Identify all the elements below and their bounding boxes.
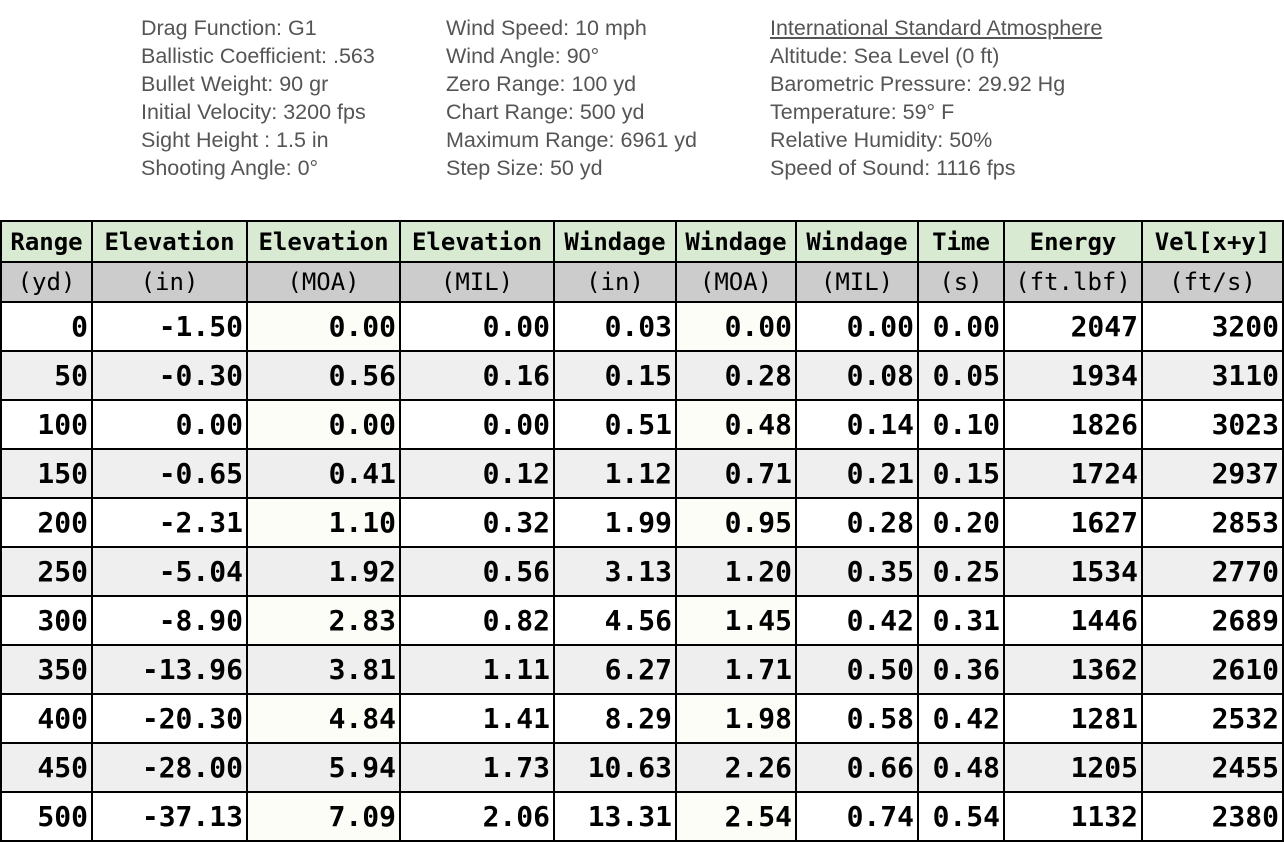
table-cell: 6.27	[554, 645, 676, 694]
table-cell: -2.31	[92, 498, 247, 547]
table-cell: 0.00	[247, 302, 400, 351]
table-cell: 0.82	[400, 596, 554, 645]
param-shooting-angle: Shooting Angle: 0°	[141, 156, 319, 180]
table-cell: 10.63	[554, 743, 676, 792]
param-relative-humidity: Relative Humidity: 50%	[770, 128, 993, 152]
unit-cell: (in)	[92, 262, 247, 302]
param-maximum-range: Maximum Range: 6961 yd	[446, 128, 697, 152]
param-drag-function: Drag Function: G1	[141, 16, 317, 40]
table-cell: 3.81	[247, 645, 400, 694]
table-cell: 3200	[1142, 302, 1283, 351]
table-cell: 1.12	[554, 449, 676, 498]
param-wind-speed: Wind Speed: 10 mph	[446, 16, 647, 40]
table-cell: 0.56	[247, 351, 400, 400]
table-cell: 8.29	[554, 694, 676, 743]
header-cell: Time	[918, 221, 1004, 262]
table-row	[1, 498, 1283, 547]
table-cell: 2.54	[676, 792, 796, 841]
table-cell: -20.30	[92, 694, 247, 743]
header-cell: Windage	[796, 221, 918, 262]
table-cell: 2380	[1142, 792, 1283, 841]
table-cell: 1281	[1004, 694, 1142, 743]
unit-cell: (s)	[918, 262, 1004, 302]
projectile-parameters	[141, 14, 375, 182]
table-cell: 0.00	[400, 400, 554, 449]
param-wind-angle: Wind Angle: 90°	[446, 44, 600, 68]
table-cell: -1.50	[92, 302, 247, 351]
table-cell: 0.28	[796, 498, 918, 547]
table-cell: 0.00	[796, 302, 918, 351]
header-cell: Elevation	[247, 221, 400, 262]
table-cell: 0.74	[796, 792, 918, 841]
table-cell: 1.71	[676, 645, 796, 694]
table-cell: 0.32	[400, 498, 554, 547]
table-cell: 0.12	[400, 449, 554, 498]
atmosphere-title-link[interactable]: International Standard Atmosphere	[770, 16, 1103, 40]
table-cell: 0.66	[796, 743, 918, 792]
param-temperature: Temperature: 59° F	[770, 100, 955, 124]
table-cell: 1.92	[247, 547, 400, 596]
table-cell: 200	[1, 498, 92, 547]
table-cell: 1362	[1004, 645, 1142, 694]
table-row	[1, 547, 1283, 596]
table-cell: -37.13	[92, 792, 247, 841]
table-cell: 0.00	[676, 302, 796, 351]
table-cell: 0.42	[796, 596, 918, 645]
table-cell: 0.31	[918, 596, 1004, 645]
unit-cell: (MIL)	[400, 262, 554, 302]
table-cell: 1.11	[400, 645, 554, 694]
table-cell: 1.10	[247, 498, 400, 547]
param-bullet-weight: Bullet Weight: 90 gr	[141, 72, 329, 96]
param-speed-of-sound: Speed of Sound: 1116 fps	[770, 156, 1016, 180]
table-cell: 3023	[1142, 400, 1283, 449]
param-chart-range: Chart Range: 500 yd	[446, 100, 645, 124]
table-cell: 0.28	[676, 351, 796, 400]
table-row	[1, 645, 1283, 694]
table-cell: 1826	[1004, 400, 1142, 449]
table-cell: 1534	[1004, 547, 1142, 596]
table-cell: 50	[1, 351, 92, 400]
table-cell: 350	[1, 645, 92, 694]
table-cell: 2853	[1142, 498, 1283, 547]
table-cell: 0.54	[918, 792, 1004, 841]
table-cell: -0.30	[92, 351, 247, 400]
table-cell: -0.65	[92, 449, 247, 498]
table-cell: 1.41	[400, 694, 554, 743]
table-cell: 0.16	[400, 351, 554, 400]
table-cell: 0.15	[554, 351, 676, 400]
table-cell: 0.58	[796, 694, 918, 743]
table-cell: 2455	[1142, 743, 1283, 792]
param-ballistic-coefficient: Ballistic Coefficient: .563	[141, 44, 375, 68]
header-cell: Energy	[1004, 221, 1142, 262]
table-cell: 0.36	[918, 645, 1004, 694]
table-cell: 4.56	[554, 596, 676, 645]
table-row	[1, 743, 1283, 792]
table-cell: 0.21	[796, 449, 918, 498]
table-cell: 0.08	[796, 351, 918, 400]
header-cell: Elevation	[92, 221, 247, 262]
table-cell: 3.13	[554, 547, 676, 596]
header-cell: Windage	[676, 221, 796, 262]
table-cell: 0.14	[796, 400, 918, 449]
table-cell: 0.95	[676, 498, 796, 547]
header-row	[1, 221, 1283, 262]
table-cell: 0.05	[918, 351, 1004, 400]
table-cell: 2937	[1142, 449, 1283, 498]
table-cell: 0.48	[676, 400, 796, 449]
table-row	[1, 596, 1283, 645]
table-cell: 0.00	[92, 400, 247, 449]
table-cell: 250	[1, 547, 92, 596]
table-cell: 7.09	[247, 792, 400, 841]
table-cell: 2610	[1142, 645, 1283, 694]
ballistics-table-body	[1, 221, 1283, 841]
table-cell: 500	[1, 792, 92, 841]
table-cell: 2047	[1004, 302, 1142, 351]
ballistics-table	[0, 220, 1284, 842]
table-cell: 0	[1, 302, 92, 351]
table-cell: 1724	[1004, 449, 1142, 498]
range-wind-parameters	[446, 14, 697, 182]
table-row	[1, 351, 1283, 400]
table-cell: 2532	[1142, 694, 1283, 743]
table-cell: 5.94	[247, 743, 400, 792]
table-row	[1, 694, 1283, 743]
header-cell: Elevation	[400, 221, 554, 262]
table-cell: 450	[1, 743, 92, 792]
table-cell: 1.99	[554, 498, 676, 547]
table-cell: -13.96	[92, 645, 247, 694]
table-cell: 0.56	[400, 547, 554, 596]
table-cell: 1934	[1004, 351, 1142, 400]
param-barometric-pressure: Barometric Pressure: 29.92 Hg	[770, 72, 1066, 96]
atmosphere-parameters	[770, 14, 1102, 182]
table-cell: 0.25	[918, 547, 1004, 596]
table-cell: 1.98	[676, 694, 796, 743]
table-row	[1, 400, 1283, 449]
param-step-size: Step Size: 50 yd	[446, 156, 603, 180]
table-cell: 0.50	[796, 645, 918, 694]
table-cell: 2770	[1142, 547, 1283, 596]
table-cell: 0.00	[400, 302, 554, 351]
table-cell: 0.42	[918, 694, 1004, 743]
table-cell: 100	[1, 400, 92, 449]
unit-cell: (yd)	[1, 262, 92, 302]
table-cell: 2.26	[676, 743, 796, 792]
ballistic-parameters	[0, 0, 1284, 220]
table-cell: 0.15	[918, 449, 1004, 498]
table-cell: 150	[1, 449, 92, 498]
table-cell: 2.06	[400, 792, 554, 841]
table-cell: 0.03	[554, 302, 676, 351]
table-cell: 2.83	[247, 596, 400, 645]
param-initial-velocity: Initial Velocity: 3200 fps	[141, 100, 366, 124]
unit-cell: (MIL)	[796, 262, 918, 302]
table-cell: 300	[1, 596, 92, 645]
table-cell: 2689	[1142, 596, 1283, 645]
table-row	[1, 449, 1283, 498]
table-cell: 0.51	[554, 400, 676, 449]
unit-cell: (MOA)	[247, 262, 400, 302]
table-cell: 1627	[1004, 498, 1142, 547]
table-cell: 1.45	[676, 596, 796, 645]
table-row	[1, 792, 1283, 841]
header-cell: Vel[x+y]	[1142, 221, 1283, 262]
table-cell: 0.10	[918, 400, 1004, 449]
table-cell: 1132	[1004, 792, 1142, 841]
table-cell: 13.31	[554, 792, 676, 841]
table-cell: 0.00	[247, 400, 400, 449]
table-cell: -8.90	[92, 596, 247, 645]
table-cell: 1.20	[676, 547, 796, 596]
table-cell: 0.20	[918, 498, 1004, 547]
unit-cell: (ft/s)	[1142, 262, 1283, 302]
table-cell: 3110	[1142, 351, 1283, 400]
header-cell: Windage	[554, 221, 676, 262]
unit-cell: (in)	[554, 262, 676, 302]
table-cell: 0.00	[918, 302, 1004, 351]
unit-cell: (MOA)	[676, 262, 796, 302]
param-sight-height: Sight Height : 1.5 in	[141, 128, 329, 152]
table-cell: -28.00	[92, 743, 247, 792]
table-cell: 1205	[1004, 743, 1142, 792]
param-altitude: Altitude: Sea Level (0 ft)	[770, 44, 1000, 68]
header-cell: Range	[1, 221, 92, 262]
param-zero-range: Zero Range: 100 yd	[446, 72, 637, 96]
table-cell: 0.41	[247, 449, 400, 498]
units-row	[1, 262, 1283, 302]
table-row	[1, 302, 1283, 351]
table-cell: 1.73	[400, 743, 554, 792]
table-cell: 400	[1, 694, 92, 743]
table-cell: -5.04	[92, 547, 247, 596]
table-cell: 0.71	[676, 449, 796, 498]
table-cell: 0.48	[918, 743, 1004, 792]
table-cell: 0.35	[796, 547, 918, 596]
unit-cell: (ft.lbf)	[1004, 262, 1142, 302]
table-cell: 4.84	[247, 694, 400, 743]
table-cell: 1446	[1004, 596, 1142, 645]
